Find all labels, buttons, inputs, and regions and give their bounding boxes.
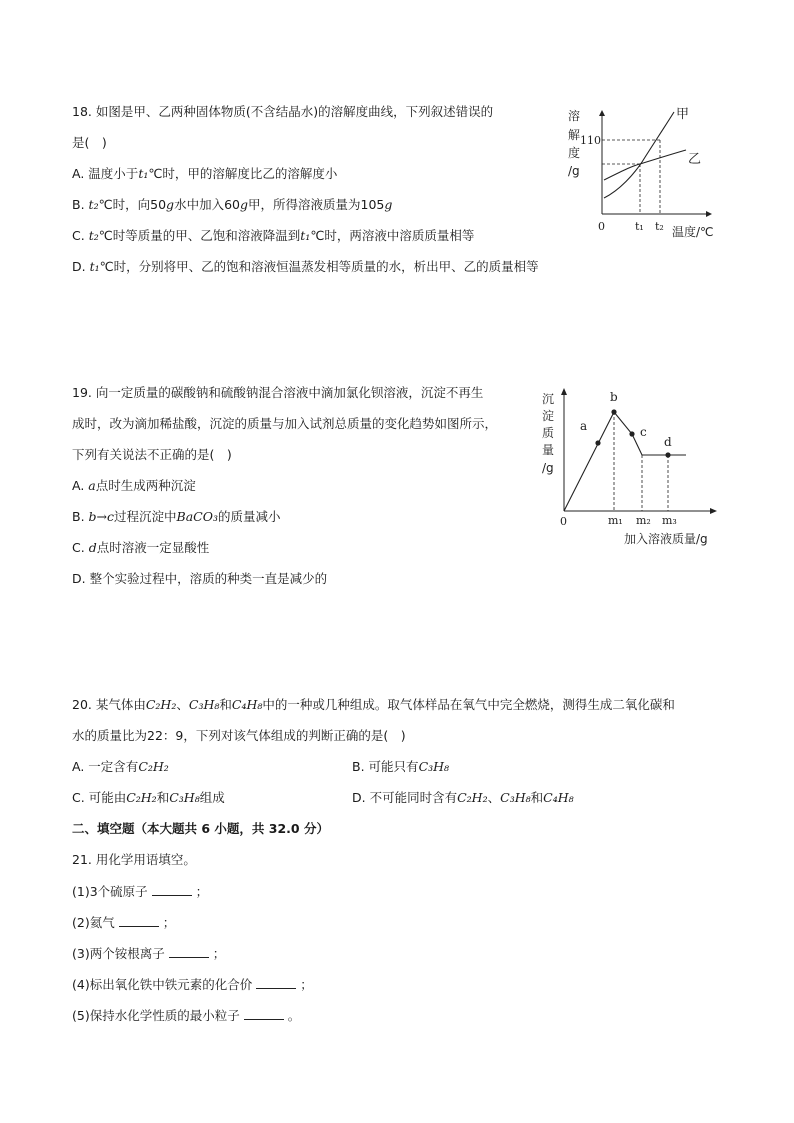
- q19-option-b: B. b→c过程沉淀中BaCO₃的质量减小: [72, 509, 281, 524]
- q19-x-axis-label: 加入溶液质量/g: [624, 532, 708, 546]
- q19-origin-label: 0: [560, 515, 567, 528]
- q19-x-axis-arrow: [710, 508, 717, 514]
- q18-x-tick-t2: t₂: [655, 220, 664, 233]
- q18-curve-jia: [604, 112, 674, 198]
- q18-x-axis-arrow: [706, 211, 712, 217]
- q21-item-2: (2)氦气 ；: [72, 915, 176, 930]
- q19-option-c: C. d点时溶液一定显酸性: [72, 540, 210, 555]
- q18-solubility-chart: [560, 102, 730, 242]
- q19-stem-line2: 成时，改为滴加稀盐酸，沉淀的质量与加入试剂总质量的变化趋势如图所示，: [72, 416, 498, 431]
- q18-option-b: B. t₂℃时，向50g水中加入60g甲，所得溶液质量为105g: [72, 197, 393, 212]
- q18-x-axis-label: 温度/℃: [672, 225, 714, 239]
- q19-label-d: d: [664, 435, 672, 449]
- q18-ylabel-char: /g: [568, 164, 580, 178]
- q18-curve-yi: [604, 150, 686, 180]
- answer-blank[interactable]: [119, 914, 159, 927]
- q19-point-c: [629, 431, 634, 436]
- q19-ylabel-char: /g: [542, 461, 554, 475]
- q19-point-b: [611, 409, 616, 414]
- q19-y-axis-arrow: [561, 388, 567, 395]
- q19-point-d: [665, 452, 670, 457]
- q18-y-axis-label: [568, 108, 580, 178]
- q20-stem-line2: 水的质量比为22：9，下列对该气体组成的判断正确的是( ): [72, 728, 406, 743]
- q19-label-a: a: [580, 419, 588, 433]
- q19-option-d: D. 整个实验过程中，溶质的种类一直是减少的: [72, 571, 328, 586]
- q21-item-1: (1)3个硫原子 ；: [72, 884, 209, 899]
- q19-ylabel-char: 质: [542, 426, 555, 440]
- q21-stem: 21. 用化学用语填空。: [72, 852, 196, 867]
- answer-blank[interactable]: [152, 883, 192, 896]
- q18-series-label-jia: 甲: [676, 107, 690, 122]
- q18-x-tick-t1: t₁: [635, 220, 644, 233]
- q19-option-a: A. a点时生成两种沉淀: [72, 478, 196, 493]
- answer-blank[interactable]: [244, 1007, 284, 1020]
- q18-option-a: A. 温度小于t₁℃时，甲的溶解度比乙的溶解度小: [72, 166, 338, 181]
- q20-option-d: D. 不可能同时含有C₂H₂、C₃H₈和C₄H₈: [352, 790, 574, 805]
- q19-x-tick-m2: m₂: [636, 514, 651, 527]
- q18-stem-line1: 18. 如图是甲、乙两种固体物质(不含结晶水)的溶解度曲线，下列叙述错误的: [72, 104, 494, 119]
- q18-y-tick-110: 110: [580, 134, 601, 147]
- q19-ylabel-char: 沉: [542, 392, 555, 406]
- q18-ylabel-char: 溶: [568, 109, 581, 123]
- q18-ylabel-char: 度: [568, 146, 581, 160]
- q19-point-a: [595, 440, 600, 445]
- q21-item-4: (4)标出氧化铁中铁元素的化合价 ；: [72, 977, 313, 992]
- q19-ylabel-char: 量: [542, 443, 555, 457]
- q18-y-axis-arrow: [599, 110, 605, 116]
- q18-option-c: C. t₂℃时等质量的甲、乙饱和溶液降温到t₁℃时，两溶液中溶质质量相等: [72, 228, 475, 243]
- q19-precipitate-chart: [536, 383, 726, 548]
- q18-stem-line2: 是( ): [72, 135, 107, 150]
- q18-ylabel-char: 解: [568, 128, 581, 142]
- q20-stem-line1: 20. 某气体由C₂H₂、C₃H₈和C₄H₈中的一种或几种组成。取气体样品在氧气中完全燃烧，测得生成二氧化碳和: [72, 697, 675, 712]
- q19-stem-line1: 19. 向一定质量的碳酸钠和硫酸钠混合溶液中滴加氯化钡溶液，沉淀不再生: [72, 385, 484, 400]
- q18-origin-label: 0: [598, 220, 605, 233]
- q19-x-tick-m3: m₃: [662, 514, 677, 527]
- q19-y-axis-label: [542, 392, 554, 475]
- answer-blank[interactable]: [169, 945, 209, 958]
- q21-item-3: (3)两个铵根离子 ；: [72, 946, 226, 961]
- q19-x-tick-m1: m₁: [608, 514, 623, 527]
- q19-stem-line3: 下列有关说法不正确的是( ): [72, 447, 232, 462]
- q19-label-c: c: [640, 425, 647, 439]
- answer-blank[interactable]: [256, 976, 296, 989]
- q20-option-b: B. 可能只有C₃H₈: [352, 759, 450, 774]
- q19-ylabel-char: 淀: [542, 409, 555, 423]
- q20-option-a: A. 一定含有C₂H₂: [72, 759, 169, 774]
- q18-option-d: D. t₁℃时，分别将甲、乙的饱和溶液恒温蒸发相等质量的水，析出甲、乙的质量相等: [72, 259, 539, 274]
- q18-series-label-yi: 乙: [688, 152, 702, 167]
- q19-label-b: b: [610, 390, 618, 404]
- q21-item-5: (5)保持水化学性质的最小粒子 。: [72, 1008, 301, 1023]
- section-title: 二、填空题（本大题共 6 小题，共 32.0 分）: [72, 821, 329, 836]
- q20-option-c: C. 可能由C₂H₂和C₃H₈组成: [72, 790, 225, 805]
